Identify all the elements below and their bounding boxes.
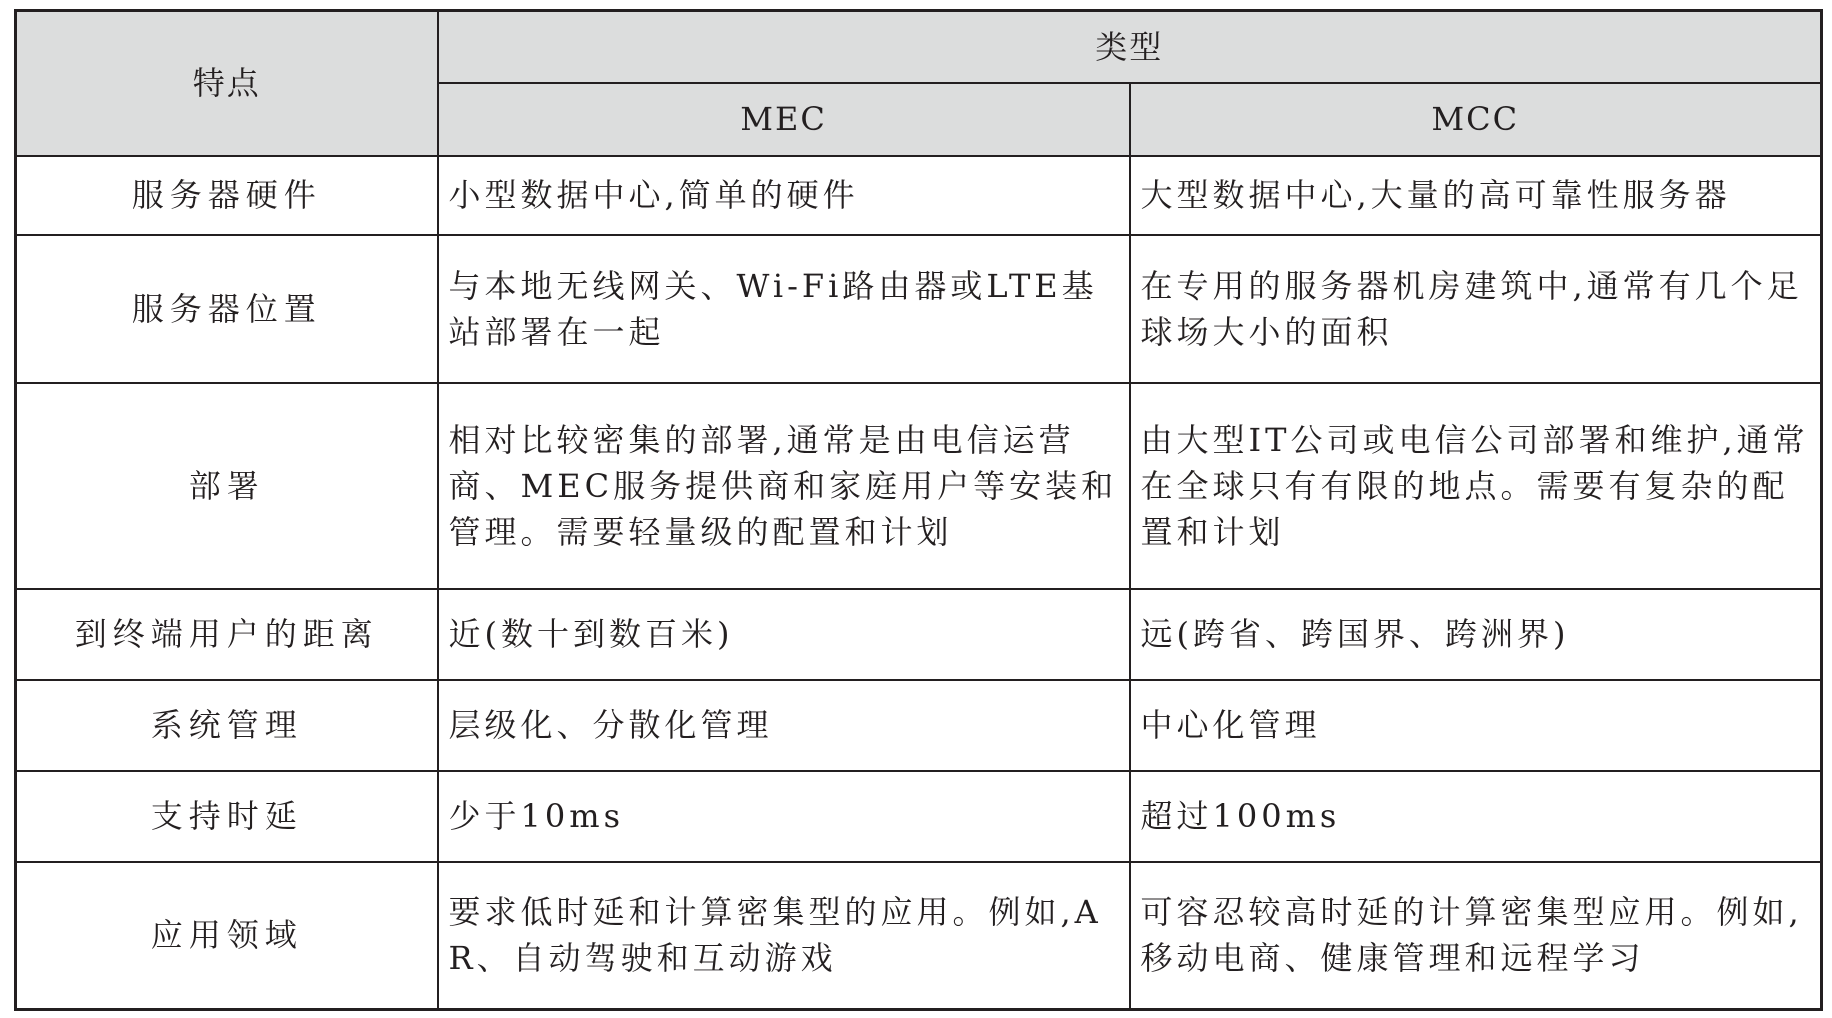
mec-cell: 层级化、分散化管理 <box>438 680 1130 771</box>
table-header <box>16 11 1822 156</box>
mcc-cell: 可容忍较高时延的计算密集型应用。例如,移动电商、健康管理和远程学习 <box>1130 862 1822 1010</box>
mec-cell: 少于10ms <box>438 771 1130 862</box>
table-row <box>16 680 1822 771</box>
table-row <box>16 771 1822 862</box>
feature-cell: 应用领域 <box>16 862 438 1010</box>
feature-cell: 系统管理 <box>16 680 438 771</box>
table-row <box>16 589 1822 680</box>
table-row <box>16 235 1822 383</box>
mec-cell: 小型数据中心,简单的硬件 <box>438 156 1130 235</box>
mec-cell: 与本地无线网关、Wi-Fi路由器或LTE基站部署在一起 <box>438 235 1130 383</box>
mcc-cell: 远(跨省、跨国界、跨洲界) <box>1130 589 1822 680</box>
table-body <box>16 156 1822 1010</box>
feature-cell: 部署 <box>16 383 438 589</box>
feature-cell: 服务器硬件 <box>16 156 438 235</box>
mcc-cell: 超过100ms <box>1130 771 1822 862</box>
mcc-cell: 由大型IT公司或电信公司部署和维护,通常在全球只有有限的地点。需要有复杂的配置和计划 <box>1130 383 1822 589</box>
mcc-cell: 中心化管理 <box>1130 680 1822 771</box>
mec-cell: 相对比较密集的部署,通常是由电信运营商、MEC服务提供商和家庭用户等安装和管理。需要轻量级的配置和计划 <box>438 383 1130 589</box>
feature-cell: 到终端用户的距离 <box>16 589 438 680</box>
table-row <box>16 383 1822 589</box>
table-row <box>16 156 1822 235</box>
feature-cell: 服务器位置 <box>16 235 438 383</box>
mec-header: MEC <box>438 83 1130 156</box>
feature-cell: 支持时延 <box>16 771 438 862</box>
type-header: 类型 <box>438 11 1822 83</box>
mcc-header: MCC <box>1130 83 1822 156</box>
table-row <box>16 862 1822 1010</box>
mcc-cell: 在专用的服务器机房建筑中,通常有几个足球场大小的面积 <box>1130 235 1822 383</box>
mec-cell: 近(数十到数百米) <box>438 589 1130 680</box>
mcc-cell: 大型数据中心,大量的高可靠性服务器 <box>1130 156 1822 235</box>
mec-cell: 要求低时延和计算密集型的应用。例如,AR、自动驾驶和互动游戏 <box>438 862 1130 1010</box>
feature-header: 特点 <box>16 11 438 156</box>
comparison-table <box>14 9 1823 1011</box>
